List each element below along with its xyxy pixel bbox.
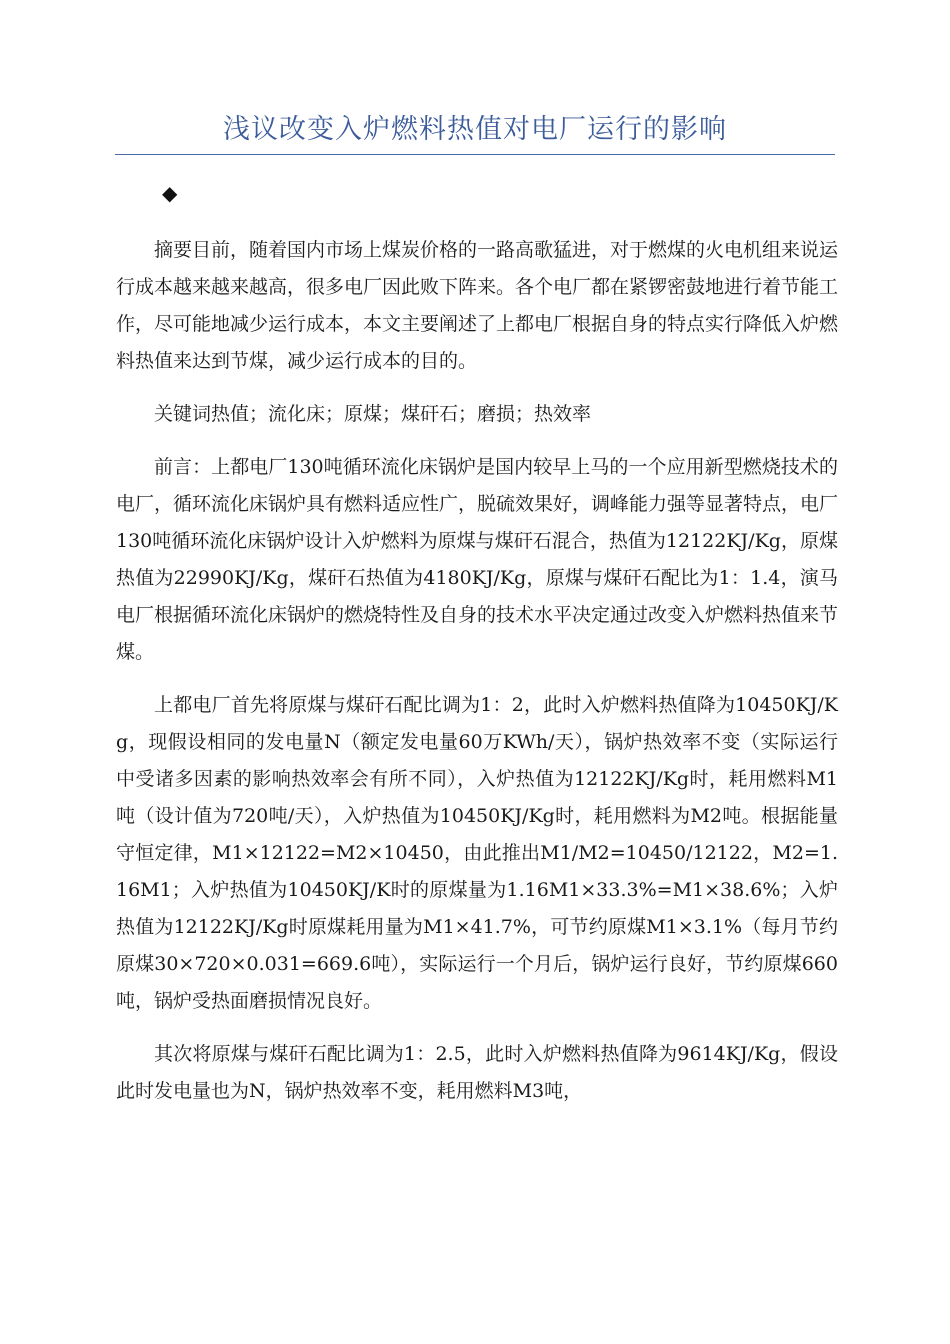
diamond-bullet-icon: ◆ xyxy=(162,181,178,205)
title-underline xyxy=(115,154,835,155)
document-body xyxy=(116,232,838,1126)
keywords-paragraph: 关键词热值；流化床；原煤；煤矸石；磨损；热效率 xyxy=(154,403,592,425)
preface-paragraph: 前言：上都电厂130吨循环流化床锅炉是国内较早上马的一个应用新型燃烧技术的电厂，循环流化床锅炉具有燃料适应性广，脱硫效果好，调峰能力强等显著特点，电厂130吨循环流化床锅炉设计入炉燃料为原煤与煤矸石混合，热值为12122KJ/Kg，原煤热值为22990KJ/Kg，煤矸石热值为4180KJ/Kg，原煤与煤矸石配比为1：1.4，演马电厂根据循环流化床锅炉的燃烧特性及自身的技术水平决定通过改变入炉燃料热值来节煤。 xyxy=(116,456,839,663)
abstract-paragraph: 摘要目前，随着国内市场上煤炭价格的一路高歌猛进，对于燃煤的火电机组来说运行成本越来越来越高，很多电厂因此败下阵来。各个电厂都在紧锣密鼓地进行着节能工作，尽可能地减少运行成本，本文主要阐述了上都电厂根据自身的特点实行降低入炉燃料热值来达到节煤，减少运行成本的目的。 xyxy=(116,239,839,372)
first-adjustment-paragraph: 上都电厂首先将原煤与煤矸石配比调为1：2，此时入炉燃料热值降为10450KJ/Kg，现假设相同的发电量N（额定发电量60万KWh/天），锅炉热效率不变（实际运行中受诸多因素的影响热效率会有所不同），入炉热值为12122KJ/Kg时，耗用燃料M1吨（设计值为720吨/天），入炉热值为10450KJ/Kg时，耗用燃料为M2吨。根据能量守恒定律，M1×12122=M2×10450，由此推出M1/M2=10450/12122，M2=1.16M1；入炉热值为10450KJ/K时的原煤量为1.16M1×33.3%=M1×38.6%；入炉热值为12122KJ/Kg时原煤耗用量为M1×41.7%，可节约原煤M1×3.1%（每月节约原煤30×720×0.031=669.6吨），实际运行一个月后，锅炉运行良好，节约原煤660吨，锅炉受热面磨损情况良好。 xyxy=(116,694,838,1012)
document-title: 浅议改变入炉燃料热值对电厂运行的影响 xyxy=(223,114,727,145)
second-adjustment-paragraph: 其次将原煤与煤矸石配比调为1：2.5，此时入炉燃料热值降为9614KJ/Kg，假设此时发电量也为N，锅炉热效率不变，耗用燃料M3吨， xyxy=(116,1043,838,1102)
